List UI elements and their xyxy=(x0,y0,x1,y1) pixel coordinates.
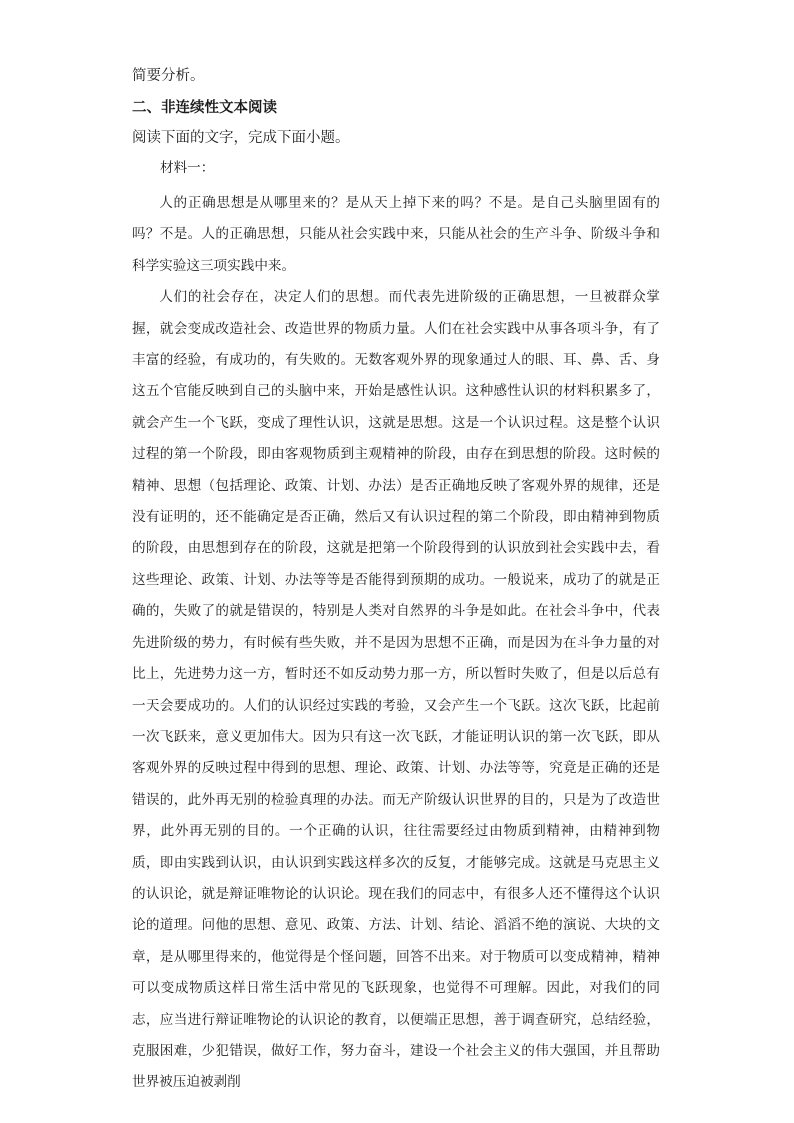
material-passage xyxy=(132,188,660,1099)
section-heading: 二、非连续性文本阅读 xyxy=(132,100,277,116)
reading-instruction: 阅读下面的文字，完成下面小题。 xyxy=(132,130,350,146)
intro-line: 简要分析。 xyxy=(132,68,205,84)
material-label: 材料一： xyxy=(160,160,215,176)
passage-paragraph-2: 人们的社会存在，决定人们的思想。而代表先进阶级的正确思想，一旦被群众掌握，就会变成改造社会、改造世界的物质力量。人们在社会实践中从事各项斗争，有了丰富的经验，有成功的，有失败的。无数客观外界的现象通过人的眼、耳、鼻、舌、身这五个官能反映到自己的头脑中来，开始是感性认识。这种感性认识的材料积累多了，就会产生一个飞跃，变成了理性认识，这就是思想。这是一个认识过程。这是整个认识过程的第一个阶段，即由客观物质到主观精神的阶段，由存在到思想的阶段。这时候的精神、思想（包括理论、政策、计划、办法）是否正确地反映了客观外界的规律，还是没有证明的，还不能确定是否正确，然后又有认识过程的第二个阶段，即由精神到物质的阶段，由思想到存在的阶段，这就是把第一个阶段得到的认识放到社会实践中去，看这些理论、政策、计划、办法等等是否能得到预期的成功。一般说来，成功了的就是正确的，失败了的就是错误的，特别是人类对自然界的斗争是如此。在社会斗争中，代表先进阶级的势力，有时候有些失败，并不是因为思想不正确，而是因为在斗争力量的对比上，先进势力这一方，暂时还不如反动势力那一方，所以暂时失败了，但是以后总有一天会要成功的。人们的认识经过实践的考验，又会产生一个飞跃。这次飞跃，比起前一次飞跃来，意义更加伟大。因为只有这一次飞跃，才能证明认识的第一次飞跃，即从客观外界的反映过程中得到的思想、理论、政策、计划、办法等等，究竟是正确的还是错误的，此外再无别的检验真理的办法。而无产阶级认识世界的目的，只是为了改造世界，此外再无别的目的。一个正确的认识，往往需要经过由物质到精神，由精神到物质，即由实践到认识，由认识到实践这样多次的反复，才能够完成。这就是马克思主义的认识论，就是辩证唯物论的认识论。现在我们的同志中，有很多人还不懂得这个认识论的道理。问他的思想、意见、政策、方法、计划、结论、滔滔不绝的演说、大块的文章，是从哪里得来的，他觉得是个怪问题，回答不出来。对于物质可以变成精神，精神可以变成物质这样日常生活中常见的飞跃现象，也觉得不可理解。因此，对我们的同志，应当进行辩证唯物论的认识论的教育，以便端正思想，善于调查研究，总结经验，克服困难，少犯错误，做好工作，努力奋斗，建设一个社会主义的伟大强国，并且帮助世界被压迫被剥削 xyxy=(132,289,660,1091)
passage-paragraph-1: 人的正确思想是从哪里来的？是从天上掉下来的吗？不是。是自己头脑里固有的吗？不是。人的正确思想，只能从社会实践中来，只能从社会的生产斗争、阶级斗争和科学实验这三项实践中来。 xyxy=(132,195,660,274)
